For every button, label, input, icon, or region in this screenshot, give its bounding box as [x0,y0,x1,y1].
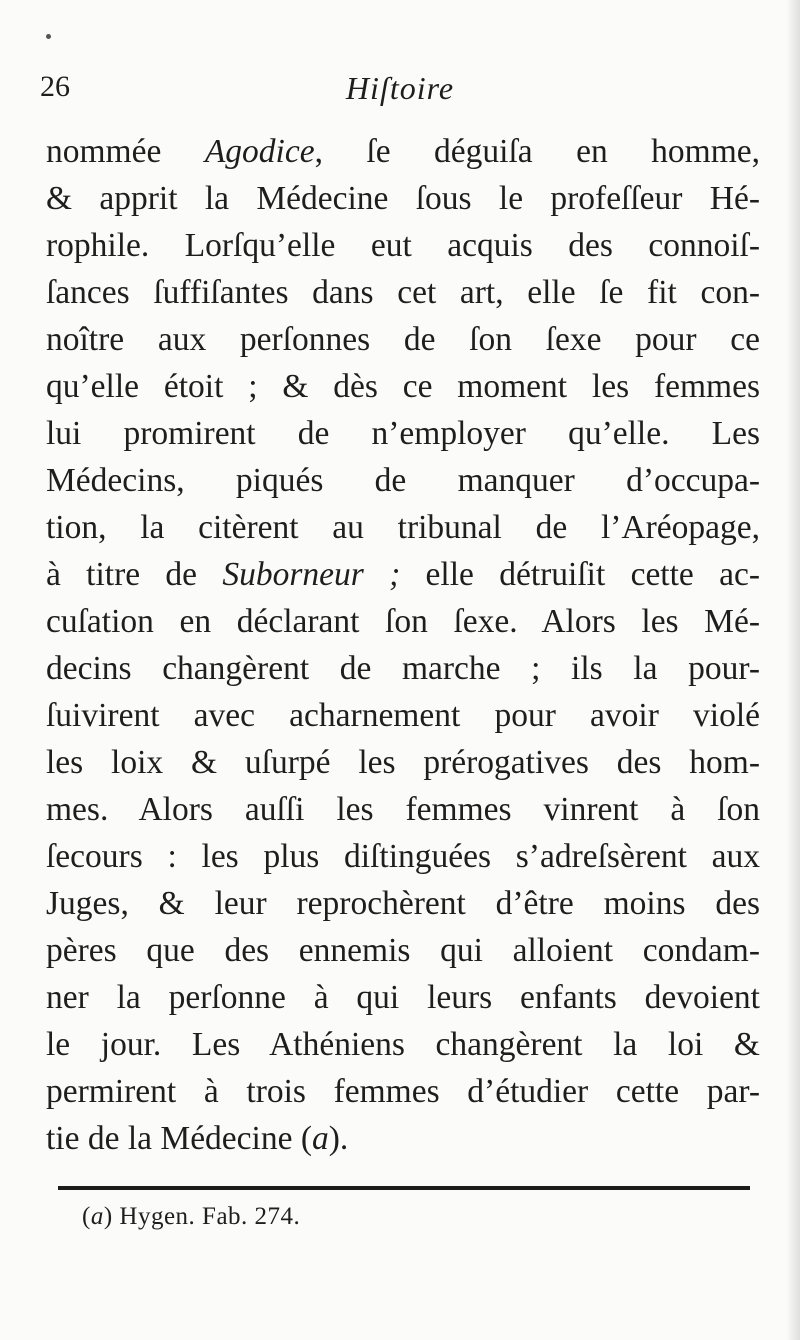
text-line: cuſation en déclarant ſon ſexe. Alors les Mé- [46,603,760,640]
text-line: mes. Alors auſſi les femmes vinrent à ſon [46,791,760,828]
text-line: rophile. Lorſqu’elle eut acquis des connoiſ- [46,227,760,264]
text-line: & apprit la Médecine ſous le profeſſeur Hé- [46,180,760,217]
page-header [40,70,760,114]
ink-speck [46,34,51,39]
text-line: tie de la Médecine (a). [46,1120,349,1157]
text-line: ſances ſuffiſantes dans cet art, elle ſe fit con- [46,274,760,311]
text-line: ner la perſonne à qui leurs enfants devoient [46,979,760,1016]
text-line: ſuivirent avec acharnement pour avoir violé [46,697,760,734]
footnote [82,1203,300,1231]
text-line: ſecours : les plus diſtinguées s’adreſsèrent aux [46,838,760,875]
text-line: à titre de Suborneur ; elle détruiſit cette ac- [46,556,760,593]
text-line: nommée Agodice, ſe déguiſa en homme, [46,133,760,170]
text-line: permirent à trois femmes d’étudier cette par- [46,1073,760,1110]
text-line: decins changèrent de marche ; ils la pour- [46,650,760,687]
running-head: Hiſtoire [345,70,455,106]
text-line: Médecins, piqués de manquer d’occupa- [46,462,760,499]
text-line: pères que des ennemis qui alloient condam- [46,932,760,969]
page-edge-shadow [786,0,800,1340]
text-line: les loix & uſurpé les prérogatives des hom- [46,744,760,781]
text-line: lui promirent de n’employer qu’elle. Les [46,415,760,452]
text-line: qu’elle étoit ; & dès ce moment les femmes [46,368,760,405]
text-line: le jour. Les Athéniens changèrent la loi & [46,1026,760,1063]
text-line: tion, la citèrent au tribunal de l’Aréopage, [46,509,760,546]
footnote-rule [58,1186,750,1190]
body-text [46,128,760,1162]
footnote-text: (a) Hygen. Fab. 274. [82,1203,301,1230]
text-line: noître aux perſonnes de ſon ſexe pour ce [46,321,760,358]
page-number: 26 [40,70,70,103]
text-line: Juges, & leur reprochèrent d’être moins des [46,885,760,922]
